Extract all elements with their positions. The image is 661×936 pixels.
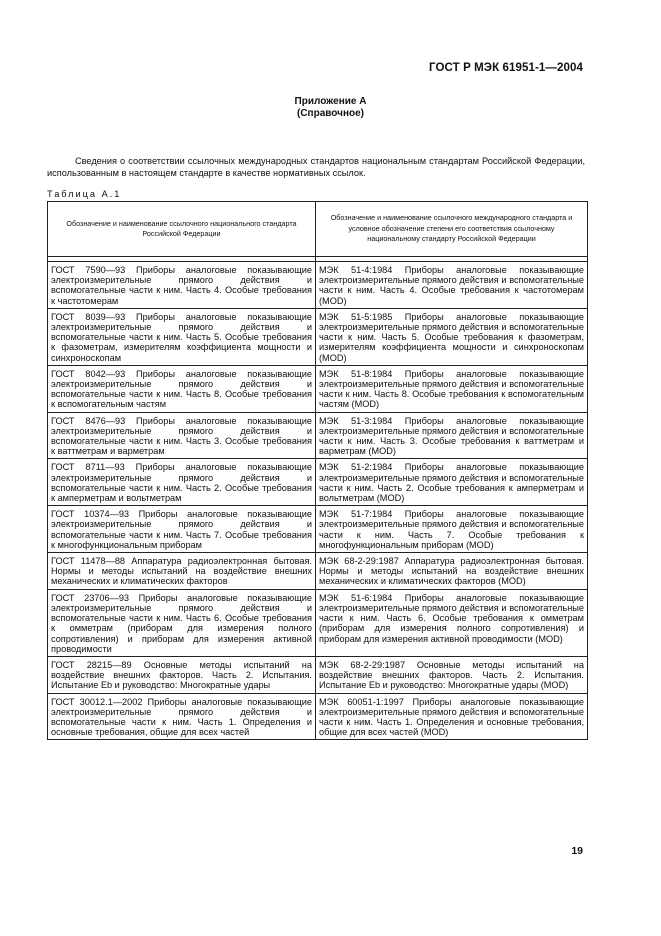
annex-heading: [0, 96, 661, 120]
table-row: [48, 459, 588, 506]
table-body: [48, 257, 588, 740]
intro-text: Сведения о соответствии ссылочных международных стандартов национальным стандартам Российской Федерации, использованным в настоящем стандарте в качестве нормативных ссылок.: [47, 156, 585, 178]
table-row: [48, 553, 588, 590]
international-standard-cell: МЭК 68-2-29:1987 Основные методы испытаний на воздействие внешних факторов. Часть 2. Испытания. Испытание Eb и руководство: Многократные удары (MOD): [316, 656, 588, 693]
national-standard-cell: ГОСТ 8711—93 Приборы аналоговые показывающие электроизмерительные прямого действия и вспомогательные части к ним. Часть 2. Особые требования к амперметрам и вольтметрам: [48, 459, 316, 506]
table-row: [48, 308, 588, 365]
international-standard-cell: МЭК 51-2:1984 Приборы аналоговые показывающие электроизмерительные прямого действия и вспомогательные части к ним. Часть 2. Особые требования к амперметрам и вольтметрам (MOD): [316, 459, 588, 506]
column-header-international: Обозначение и наименование ссылочного международного стандарта и условное обозначение степени его соответствия ссылочному национальному стандарту Российской Федерации: [316, 202, 588, 257]
table-row: [48, 412, 588, 459]
page-number: 19: [571, 845, 583, 857]
intro-paragraph: [47, 155, 585, 179]
international-standard-cell: МЭК 51-5:1985 Приборы аналоговые показывающие электроизмерительные прямого действия и вспомогательные части к ним. Часть 5. Особые требования к фазометрам, измерителям коэффициента мощности и синхроноскопам (MOD): [316, 308, 588, 365]
table-row: [48, 589, 588, 656]
table-caption: Таблица А.1: [47, 189, 122, 199]
international-standard-cell: МЭК 60051-1:1997 Приборы аналоговые показывающие электроизмерительные прямого действия и вспомогательные части к ним. Часть 1. Определения и основные требования, общие для всех частей (MOD): [316, 693, 588, 740]
annex-title: Приложение А: [294, 96, 367, 107]
table-row: [48, 506, 588, 553]
national-standard-cell: ГОСТ 11478—88 Аппаратура радиоэлектронная бытовая. Нормы и методы испытаний на воздействие внешних механических и климатических факторов: [48, 553, 316, 590]
international-standard-cell: МЭК 51-6:1984 Приборы аналоговые показывающие электроизмерительные прямого действия и вспомогательные части к ним. Часть 6. Особые требования к омметрам (приборам для измерения полного сопротивления) и приборам для измерения активной проводимости (MOD): [316, 589, 588, 656]
table-row: [48, 656, 588, 693]
international-standard-cell: МЭК 51-3:1984 Приборы аналоговые показывающие электроизмерительные прямого действия и вспомогательные части к ним. Часть 3. Особые требования к ваттметрам и варметрам (MOD): [316, 412, 588, 459]
international-standard-cell: МЭК 51-4:1984 Приборы аналоговые показывающие электроизмерительные прямого действия и вспомогательные части к ним. Часть 4. Особые требования к частотомерам (MOD): [316, 262, 588, 309]
national-standard-cell: ГОСТ 10374—93 Приборы аналоговые показывающие электроизмерительные прямого действия и вспомогательные части к ним. Часть 7. Особые требования к многофункциональным приборам: [48, 506, 316, 553]
national-standard-cell: ГОСТ 30012.1—2002 Приборы аналоговые показывающие электроизмерительные прямого действия и вспомогательные части к ним. Часть 1. Определения и основные требования, общие для всех частей: [48, 693, 316, 740]
national-standard-cell: ГОСТ 8042—93 Приборы аналоговые показывающие электроизмерительные прямого действия и вспомогательные части к ним. Часть 8. Особые требования к вспомогательным частям: [48, 365, 316, 412]
national-standard-cell: ГОСТ 8476—93 Приборы аналоговые показывающие электроизмерительные прямого действия и вспомогательные части к ним. Часть 3. Особые требования к ваттметрам и варметрам: [48, 412, 316, 459]
national-standard-cell: ГОСТ 28215—89 Основные методы испытаний на воздействие внешних факторов. Часть 2. Испытания. Испытание Eb и руководство: Многократные удары: [48, 656, 316, 693]
reference-table: [47, 201, 588, 740]
national-standard-cell: ГОСТ 23706—93 Приборы аналоговые показывающие электроизмерительные прямого действия и вспомогательные части к ним. Часть 6. Особые требования к омметрам (приборам для измерения полного сопротивления) и приборам для измерения активной проводимости: [48, 589, 316, 656]
international-standard-cell: МЭК 51-7:1984 Приборы аналоговые показывающие электроизмерительные прямого действия и вспомогательные части к ним. Часть 7. Особые требования к многофункциональным приборам (MOD): [316, 506, 588, 553]
document-code: ГОСТ Р МЭК 61951-1—2004: [429, 62, 583, 74]
column-header-national: Обозначение и наименование ссылочного национального стандарта Российской Федерации: [48, 202, 316, 257]
international-standard-cell: МЭК 51-8:1984 Приборы аналоговые показывающие электроизмерительные прямого действия и вспомогательные части к ним. Часть 8. Особые требования к вспомогательным частям (MOD): [316, 365, 588, 412]
table-header-row: [48, 202, 588, 257]
table-row: [48, 365, 588, 412]
table-row: [48, 693, 588, 740]
national-standard-cell: ГОСТ 8039—93 Приборы аналоговые показывающие электроизмерительные прямого действия и вспомогательные части к ним. Часть 5. Особые требования к фазометрам, измерителям коэффициента мощности и синхроноскопам: [48, 308, 316, 365]
national-standard-cell: ГОСТ 7590—93 Приборы аналоговые показывающие электроизмерительные прямого действия и вспомогательные части к ним. Часть 4. Особые требования к частотомерам: [48, 262, 316, 309]
annex-subtitle: (Справочное): [297, 108, 364, 119]
table-row: [48, 262, 588, 309]
international-standard-cell: МЭК 68-2-29:1987 Аппаратура радиоэлектронная бытовая. Нормы и методы испытаний на воздействие внешних механических и климатических факторов (MOD): [316, 553, 588, 590]
